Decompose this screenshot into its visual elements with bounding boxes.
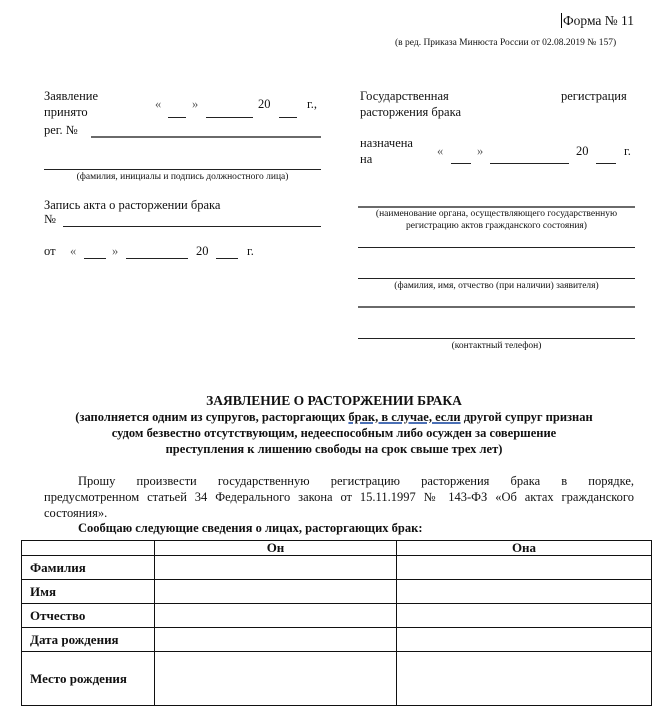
row-label-name: Имя: [22, 580, 155, 604]
applicant-caption: (фамилия, имя, отчество (при наличии) заявителя): [394, 281, 599, 291]
scheduled-quote-close: »: [477, 144, 484, 158]
act-quote-close: »: [112, 244, 119, 258]
act-no-label: №: [44, 212, 56, 226]
table-row: [22, 604, 652, 628]
registration-label-1: Государственная: [360, 89, 449, 103]
reg-no-label: рег. №: [44, 123, 78, 137]
row-label-surname: Фамилия: [22, 556, 155, 580]
act-year-field[interactable]: [216, 258, 238, 259]
request-line-1: Прошу произвести государственную регистрацию расторжения брака в порядке,: [78, 474, 634, 488]
registration-label-3: расторжения брака: [360, 105, 462, 119]
scheduled-year-prefix: 20: [576, 144, 589, 158]
act-month-field[interactable]: [126, 258, 188, 259]
cell-she-patronymic[interactable]: [397, 604, 652, 628]
cell-he-birth-date[interactable]: [155, 628, 397, 652]
scheduled-year-field[interactable]: [596, 163, 616, 164]
accepted-month-field[interactable]: [206, 117, 253, 118]
document-title: ЗАЯВЛЕНИЕ О РАСТОРЖЕНИИ БРАКА: [206, 393, 462, 408]
reg-no-field[interactable]: [91, 136, 321, 138]
official-signature-field[interactable]: [44, 169, 321, 170]
row-label-birth-place: Место рождения: [22, 652, 155, 706]
accepted-year-field[interactable]: [279, 117, 297, 118]
accepted-year-prefix: 20: [258, 97, 271, 111]
accepted-day-field[interactable]: [168, 117, 186, 118]
subtitle-part-1: (заполняется одним из супругов, расторгающих: [75, 410, 349, 424]
official-caption: (фамилия, инициалы и подпись должностного лица): [76, 172, 289, 182]
table-header-row: [22, 541, 652, 556]
title-subtitle-line-1: [0, 409, 668, 425]
scheduled-year-suffix: г.: [624, 144, 631, 158]
request-line-2: предусмотренном статьей 34 Федерального закона от 15.11.1997 № 143-ФЗ «Об актах гражданского: [44, 490, 634, 504]
title-subtitle-line-3: преступления к лишению свободы на срок свыше трех лет): [165, 442, 503, 456]
applicant-name-field[interactable]: [358, 278, 635, 279]
act-quote-open: «: [70, 244, 77, 258]
table-row: [22, 580, 652, 604]
scheduled-day-field[interactable]: [451, 163, 471, 164]
accepted-quote-close: »: [192, 97, 199, 111]
cell-she-name[interactable]: [397, 580, 652, 604]
info-intro: Сообщаю следующие сведения о лицах, расторгающих брак:: [78, 521, 423, 535]
act-no-field[interactable]: [63, 226, 321, 227]
subtitle-underlined-phrase: брак, в случае, если: [348, 410, 461, 424]
header-cell-she: Она: [397, 541, 652, 556]
accepted-label-2: принято: [44, 105, 88, 119]
table-row: [22, 556, 652, 580]
phone-caption: (контактный телефон): [451, 341, 542, 351]
authority-field-line-2[interactable]: [358, 247, 635, 248]
scheduled-label-2: на: [360, 152, 373, 166]
cell-she-surname[interactable]: [397, 556, 652, 580]
act-day-field[interactable]: [84, 258, 106, 259]
cell-he-birth-place[interactable]: [155, 652, 397, 706]
accepted-label-1: Заявление: [44, 89, 99, 103]
cell-she-birth-place[interactable]: [397, 652, 652, 706]
row-label-patronymic: Отчество: [22, 604, 155, 628]
header-cell-empty: [22, 541, 155, 556]
header-cell-he: Он: [155, 541, 397, 556]
cell-she-birth-date[interactable]: [397, 628, 652, 652]
request-line-3: состояния».: [44, 506, 108, 520]
cell-he-patronymic[interactable]: [155, 604, 397, 628]
subtitle-part-2: другой супруг признан: [460, 410, 593, 424]
spouses-info-table: [21, 540, 652, 706]
phone-field[interactable]: [358, 338, 635, 339]
authority-caption: (наименование органа, осуществляющего государственную регистрацию актов гражданского состояния): [375, 209, 618, 231]
scheduled-quote-open: «: [437, 144, 444, 158]
act-year-suffix: г.: [247, 244, 254, 258]
scheduled-label-1: назначена: [360, 136, 413, 150]
table-row: [22, 652, 652, 706]
accepted-quote-open: «: [155, 97, 162, 111]
form-number: Форма № 11: [563, 13, 635, 28]
table-row: [22, 628, 652, 652]
text-cursor: [561, 13, 562, 28]
cell-he-surname[interactable]: [155, 556, 397, 580]
registration-label-2: регистрация: [561, 89, 627, 103]
applicant-name-field-line-2[interactable]: [358, 306, 635, 308]
cell-he-name[interactable]: [155, 580, 397, 604]
act-year-prefix: 20: [196, 244, 209, 258]
act-from-label: от: [44, 244, 56, 258]
scheduled-month-field[interactable]: [490, 163, 569, 164]
row-label-birth-date: Дата рождения: [22, 628, 155, 652]
accepted-year-suffix: г.,: [307, 97, 317, 111]
title-subtitle-line-2: судом безвестно отсутствующим, недееспособным либо осужден за совершение: [111, 426, 557, 440]
revision-note: (в ред. Приказа Минюста России от 02.08.2019 № 157): [395, 38, 617, 48]
act-record-label: Запись акта о расторжении брака: [44, 198, 221, 212]
